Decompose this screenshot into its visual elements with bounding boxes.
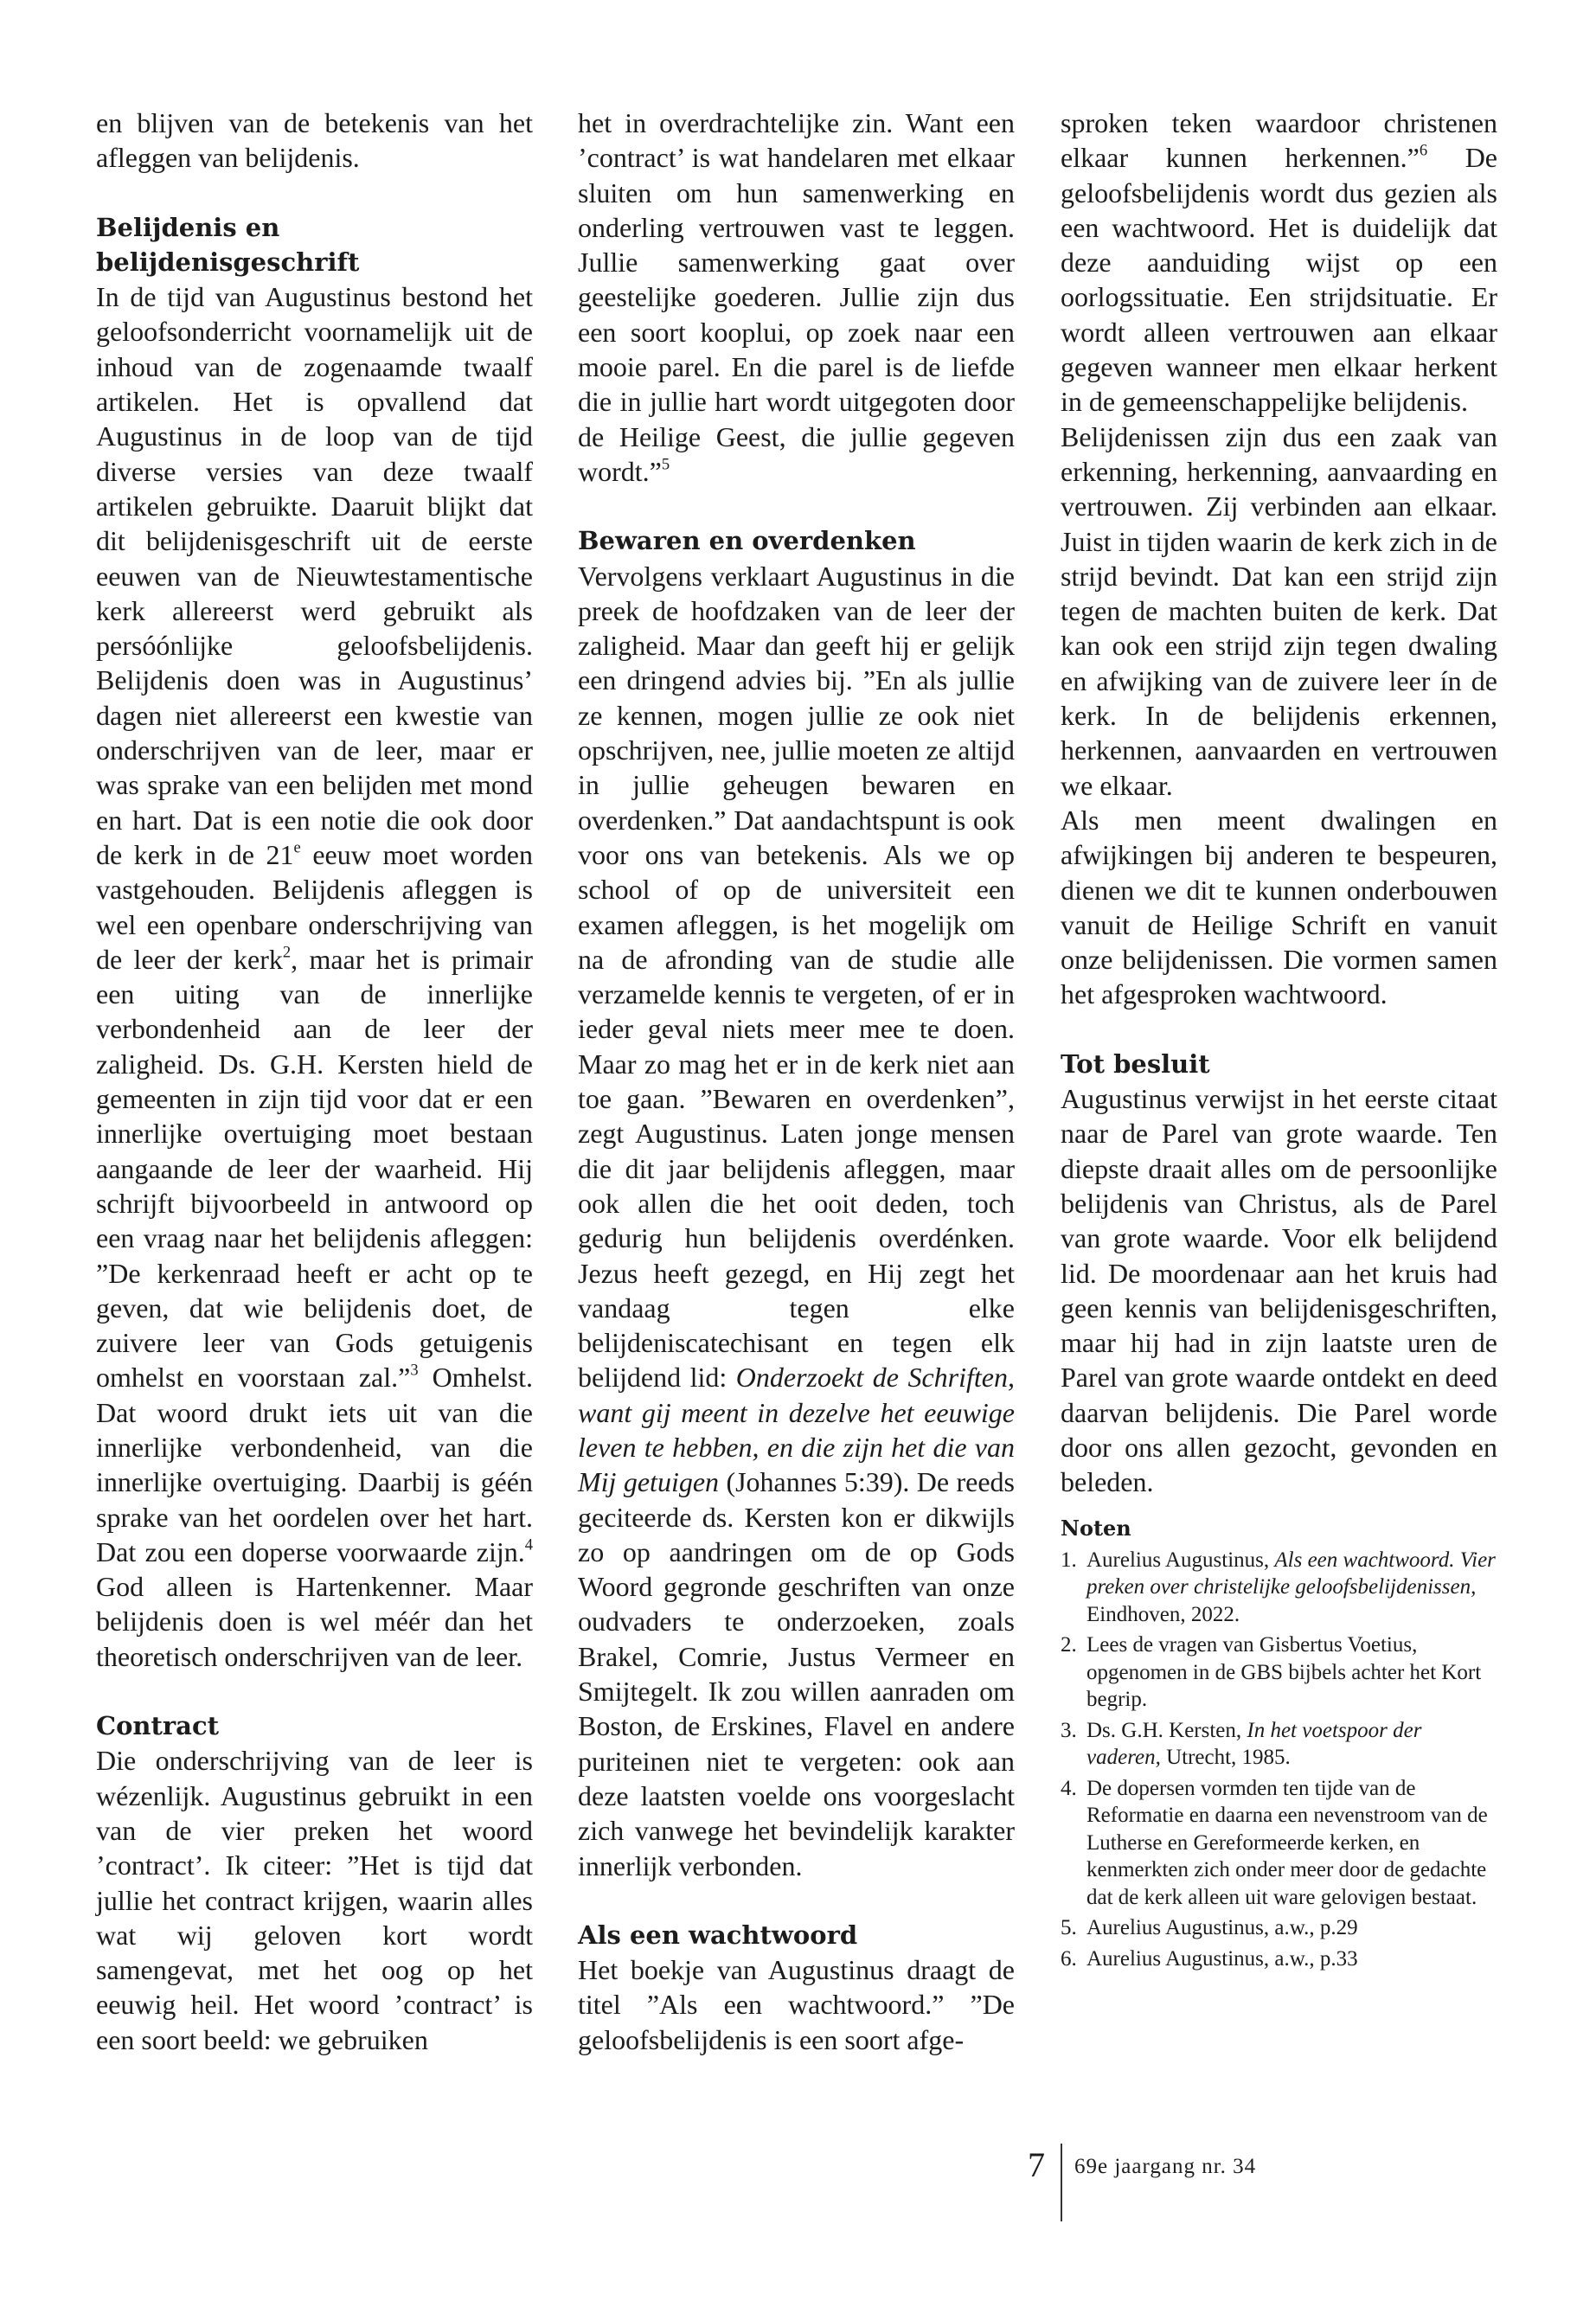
continued-paragraph: sproken teken waardoor christenen elkaar kunnen herkennen.”$^6$ De geloofsbelijdenis wordt dus gezien als een wachtwoord. Het is duidelijk dat deze aanduiding wijst op een oorlogssituatie. Een strijdsituatie. Er wordt alleen vertrouwen aan elkaar gegeven wanneer men elkaar herkent in de gemeenschappelijke belijdenis. [1061, 107, 1498, 418]
section-paragraph: Augustinus verwijst in het eerste citaat naar de Parel van grote waarde. Ten diepste draait alles om de persoonlijke belijdenis van Christus, als de Parel van grote waarde. Voor elk belijdend lid. De moordenaar aan het kruis had geen kennis van belijdenisgeschriften, maar hij had in zijn laatste uren de Parel van grote waarde ontdekt en deed daarvan belijdenis. Die Parel worde door ons allen gezocht, gevonden en beleden. [1061, 1083, 1497, 1498]
page-footer [0, 2144, 1596, 2221]
section-heading-contract: Contract [96, 1711, 220, 1741]
section-paragraph: Het boekje van Augustinus draagt de titel ”Als een wachtwoord.” ”De geloofsbelijdenis is een soort afge- [578, 1954, 1015, 2055]
section-paragraph: Vervolgens verklaart Augustinus in die preek de hoofdzaken van de leer der zaligheid. Maar dan geeft hij er gelijk een dringend advies bij. ”En als jullie ze kennen, mogen jullie ze ook niet opschrijven, nee, jullie moeten ze altijd in jullie geheugen bewaren en overdenken.” Dat aandachtspunt is ook voor ons van betekenis. Als we op school of op de universiteit een examen afleggen, is het mogelijk om na de afronding van de studie alle verzamelde kennis te vergeten, of er in ieder geval niets meer mee te doen. Maar zo mag het er in de kerk niet aan toe gaan. ”Bewaren en overdenken”, zegt Augustinus. Laten jonge mensen die dit jaar belijdenis afleggen, maar ook allen die het ooit deden, toch gedurig hun belijdenis overdénken. Jezus heeft gezegd, en Hij zegt het vandaag tegen elke belijdeniscatechisant en tegen elk belijdend lid: Onderzoekt de Schriften, want gij meent in dezelve het eeuwige leven te hebben, en die zijn het die van Mij getuigen (Johannes 5:39). De reeds geciteerde ds. Kersten kon er dikwijls zo op aandringen om de op Gods Woord gegronde geschriften van onze oudvaders te onderzoeken, zoals Brakel, Comrie, Justus Vermeer en Smijtegelt. Ik zou willen aanraden om Boston, de Erskines, Flavel en andere puriteinen niet te vergeten: ook aan deze laatsten voelde ons voorgeslacht zich vanwege het bevindelijk karakter innerlijk verbonden. [578, 560, 1015, 1881]
footnote-ref-5: 5 [661, 455, 670, 474]
issue-info: 69e jaargang nr. 34 [1074, 2155, 1257, 2178]
paragraph: Als men meent dwalingen en afwijkingen bij anderen te bespeuren, dienen we dit te kunnen onderbouwen vanuit de Heilige Schrift en vanuit onze belijdenissen. Die vormen samen het afgesproken wachtwoord. [1061, 804, 1497, 1010]
footnote-ref-3: 3 [410, 1362, 419, 1381]
article-column-1 [96, 106, 533, 2057]
section-heading-wachtwoord: Als een wachtwoord [578, 1920, 858, 1950]
paragraph: Belijdenissen zijn dus een zaak van erkenning, herkenning, aanvaarding en vertrouwen. Zij verbinden aan elkaar. Juist in tijden waarin de kerk zich in de strijd bevindt. Dat kan een strijd zijn tegen de machten buiten de kerk. Dat kan ook een strijd zijn tegen dwaling en afwijking van de zuivere leer ín de kerk. In de belijdenis erkennen, herkennen, aanvaarden en vertrouwen we elkaar. [1061, 420, 1497, 801]
page-number: 7 [1028, 2145, 1045, 2184]
footnote-item: 5. Aurelius Augustinus, a.w., p.29 [1061, 1916, 1358, 1940]
footnote-item: 3. Ds. G.H. Kersten, In het voetspoor der vaderen, Utrecht, 1985. [1061, 1718, 1422, 1770]
article-column-2 [578, 106, 1015, 2057]
footer-divider [1061, 2144, 1062, 2221]
section-paragraph: Die onderschrijving van de leer is wézenlijk. Augustinus gebruikt in een van de vier preken het woord ’contract’. Ik citeer: ”Het is tijd dat jullie het contract krijgen, waarin alles wat wij geloven kort wordt samengevat, met het oog op het eeuwig heil. Het woord ’contract’ is een soort beeld: we gebruiken [96, 1745, 533, 2055]
section-heading-bewaren: Bewaren en overdenken [578, 526, 916, 556]
footnote-item: 1. Aurelius Augustinus, Als een wachtwoord. Vier preken over christelijke geloofsbelijdenissen, Eindhoven, 2022. [1061, 1548, 1496, 1626]
footnote-item: 6. Aurelius Augustinus, a.w., p.33 [1061, 1946, 1358, 1971]
footnote-ref-4: 4 [524, 1535, 533, 1554]
footnotes-title: Noten [1061, 1515, 1131, 1541]
footnote-item: 2. Lees de vragen van Gisbertus Voetius, opgenomen in de GBS bijbels achter het Kort begrip. [1061, 1633, 1482, 1712]
footnote-ref-6: 6 [1419, 141, 1428, 160]
footnotes [1061, 1514, 1497, 1973]
article-column-3 [1061, 106, 1497, 1976]
section-heading-belijdenis: Belijdenis en belijdenisgeschrift [96, 212, 360, 277]
footnote-ref-2: 2 [282, 943, 292, 962]
bible-quote: Onderzoekt de Schriften, want gij meent in dezelve het eeuwige leven te hebben, en die zijn het die van Mij getuigen [578, 1362, 1015, 1498]
footnote-item: 4. De dopersen vormden ten tijde van de Reformatie en daarna een nevenstroom van de Lutherse en Gereformeerde kerken, en kenmerkten zich onder meer door de gedachte dat de kerk alleen uit ware gelovigen bestaat. [1061, 1776, 1488, 1909]
superscript: e [293, 838, 301, 857]
continued-paragraph: het in overdrachtelijke zin. Want een ’contract’ is wat handelaren met elkaar sluiten om hun samenwerking en onderling vertrouwen vast te leggen. Jullie samenwerking gaat over geestelijke goederen. Jullie zijn dus een soort kooplui, op zoek naar een mooie parel. En die parel is de liefde die in jullie hart wordt uitgegoten door de Heilige Geest, die jullie gegeven wordt.”$^5$ [578, 107, 1015, 487]
footnotes-list [1061, 1547, 1497, 1973]
section-paragraph: In de tijd van Augustinus bestond het geloofsonderricht voornamelijk uit de inhoud van de zogenaamde twaalf artikelen. Het is opvallend dat Augustinus in de loop van de tijd diverse versies van deze twaalf artikelen gebruikte. Daaruit blijkt dat dit belijdenisgeschrift uit de eerste eeuwen van de Nieuwtestamentische kerk allereerst werd gebruikt als persóónlijke geloofsbelijdenis. Belijdenis doen was in Augustinus’ dagen niet allereerst een kwestie van onderschrijven van de leer, maar er was sprake van een belijden met mond en hart. Dat is een notie die ook door de kerk in de 21e eeuw moet worden vastgehouden. Belijdenis afleggen is wel een openbare onderschrijving van de leer der kerk$^2$, maar het is primair een uiting van de innerlijke verbondenheid aan de leer der zaligheid. Ds. G.H. Kersten hield de gemeenten in zijn tijd voor dat er een innerlijke overtuiging moet bestaan aangaande de leer der waarheid. Hij schrijft bijvoorbeeld in antwoord op een vraag naar het belijdenis afleggen: ”De kerkenraad heeft er acht op te geven, dat wie belijdenis doet, de zuivere leer van Gods getuigenis omhelst en voorstaan zal.”$^3$ Omhelst. Dat woord drukt iets uit van die innerlijke verbondenheid, van die innerlijke overtuiging. Daarbij is géén sprake van het oordelen over het hart. Dat zou een doperse voorwaarde zijn.$^4$ God alleen is Hartenkenner. Maar belijdenis doen is wel méér dan het theoretisch onderschrijven van de leer. [96, 281, 534, 1672]
intro-paragraph: en blijven van de betekenis van het afleggen van belijdenis. [96, 107, 533, 174]
section-heading-tot-besluit: Tot besluit [1061, 1048, 1210, 1079]
